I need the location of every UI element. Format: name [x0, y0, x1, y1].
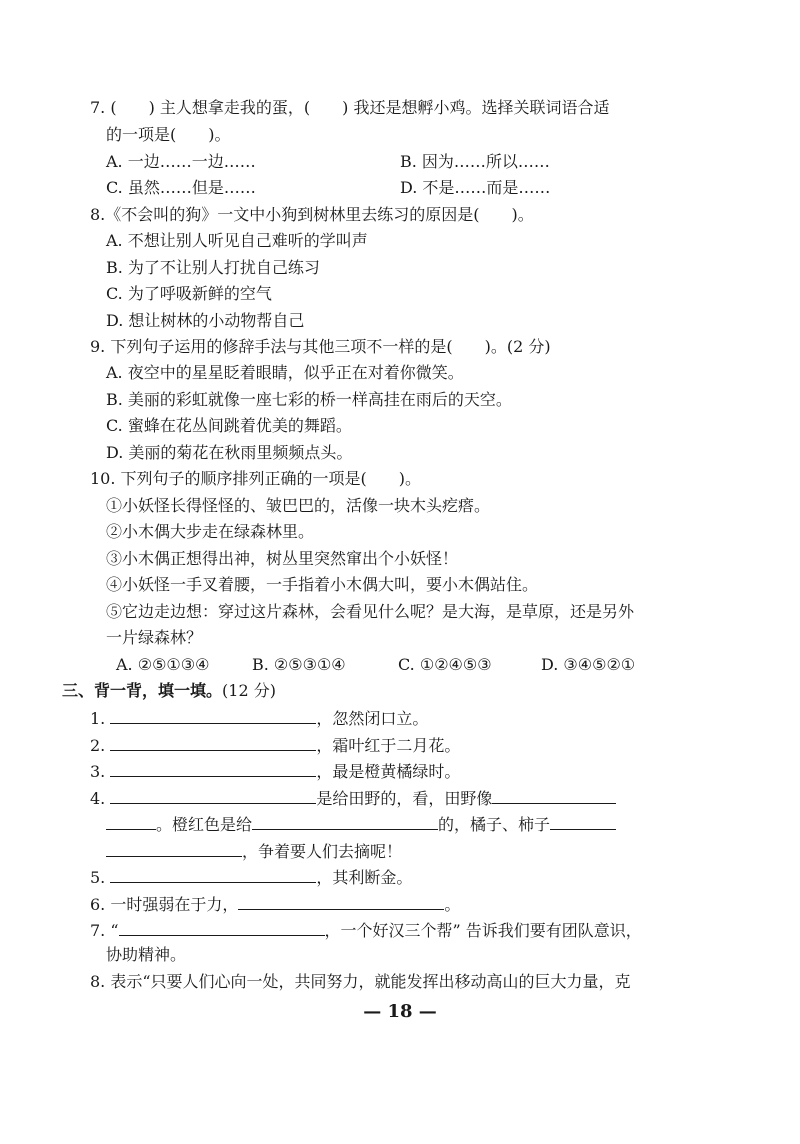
q8-option-b: B. 为了不让别人打扰自己练习: [106, 258, 320, 277]
q9-option-a: A. 夜空中的星星眨着眼睛，似乎正在对着你微笑。: [106, 363, 464, 382]
fill-item-7-line2: 协助精神。: [106, 945, 187, 964]
fill-text: ，最是橙黄橘绿时。: [316, 762, 461, 781]
q10-option-a: A. ②⑤①③④: [116, 655, 210, 674]
answer-blank-7[interactable]: [119, 917, 325, 936]
q10-option-b: B. ②⑤③①④: [252, 655, 346, 674]
answer-blank-1[interactable]: [110, 705, 316, 724]
page-number: — 18 —: [363, 1001, 437, 1022]
answer-blank-4b[interactable]: [492, 785, 616, 804]
fill-text: ，其利断金。: [316, 868, 413, 887]
q8-option-d: D. 想让树林的小动物帮自己: [106, 311, 305, 330]
fill-text: 。橙红色是给: [156, 815, 253, 834]
fill-number: 1.: [90, 709, 106, 728]
fill-text: 7. “: [90, 921, 119, 940]
fill-text: ，一个好汉三个帮” 告诉我们要有团队意识，: [324, 921, 642, 940]
q9-option-c: C. 蜜蜂在花丛间跳着优美的舞蹈。: [106, 416, 352, 435]
answer-blank-4a[interactable]: [110, 785, 316, 804]
fill-text: ，争着要人们去摘呢！: [242, 842, 403, 861]
q7-stem-line2: 的一项是( )。: [106, 125, 231, 144]
fill-number: 4.: [90, 789, 106, 808]
q8-option-a: A. 不想让别人听见自己难听的学叫声: [106, 231, 368, 250]
fill-text: 。: [444, 895, 461, 914]
q8-stem: 8.《不会叫的狗》一文中小狗到树林里去练习的原因是( )。: [90, 205, 534, 224]
q10-sentence-5-cont: 一片绿森林？: [106, 628, 203, 647]
q9-option-d: D. 美丽的菊花在秋雨里频频点头。: [106, 443, 353, 462]
answer-blank-4d[interactable]: [252, 811, 438, 830]
q10-sentence-2: ②小木偶大步走在绿森林里。: [106, 522, 315, 541]
section3-heading: 三、背一背，填一填。: [62, 681, 223, 700]
section3-header: [62, 679, 276, 703]
q9-stem: 9. 下列句子运用的修辞手法与其他三项不一样的是( )。(2 分): [90, 337, 551, 356]
q10-sentence-3: ③小木偶正想得出神，树丛里突然窜出个小妖怪！: [106, 549, 459, 568]
answer-blank-4f[interactable]: [106, 838, 242, 857]
q10-sentence-5: ⑤它边走边想：穿过这片森林，会看见什么呢？是大海，是草原，还是另外: [106, 602, 635, 621]
section3-score: (12 分): [222, 681, 276, 700]
fill-item-3: [90, 758, 460, 782]
answer-blank-4c[interactable]: [106, 811, 156, 830]
answer-blank-2[interactable]: [110, 732, 316, 751]
fill-item-4: [90, 785, 616, 809]
q10-option-c: C. ①②④⑤③: [398, 655, 492, 674]
fill-number: 3.: [90, 762, 106, 781]
q7-stem-line1: 7. ( ) 主人想拿走我的蛋，( ) 我还是想孵小鸡。选择关联词语合适: [90, 98, 610, 117]
q10-sentence-4: ④小妖怪一手叉着腰，一手指着小木偶大叫，要小木偶站住。: [106, 575, 539, 594]
fill-item-2: [90, 732, 460, 756]
fill-text: ，霜叶红于二月花。: [316, 736, 461, 755]
q7-option-c: C. 虽然……但是……: [106, 178, 256, 197]
q7-option-d: D. 不是……而是……: [400, 178, 551, 197]
fill-number: 5.: [90, 868, 106, 887]
fill-item-1: [90, 705, 428, 729]
fill-text: 6. 一时强弱在于力，: [90, 895, 239, 914]
fill-item-4-line2: [106, 811, 616, 835]
fill-text: 的，橘子、柿子: [438, 815, 551, 834]
q8-option-c: C. 为了呼吸新鲜的空气: [106, 284, 272, 303]
answer-blank-3[interactable]: [110, 758, 316, 777]
answer-blank-4e[interactable]: [550, 811, 616, 830]
q10-option-d: D. ③④⑤②①: [541, 655, 636, 674]
q10-sentence-1: ①小妖怪长得怪怪的、皱巴巴的，活像一块木头疙瘩。: [106, 496, 491, 515]
answer-blank-6[interactable]: [238, 891, 444, 910]
q7-option-b: B. 因为……所以……: [400, 152, 550, 171]
fill-item-5: [90, 864, 412, 888]
fill-item-8: 8. 表示“只要人们心向一处，共同努力，就能发挥出移动高山的巨大力量，克: [90, 972, 631, 991]
answer-blank-5[interactable]: [110, 864, 316, 883]
q10-stem: 10. 下列句子的顺序排列正确的一项是( )。: [90, 469, 422, 488]
fill-text: 是给田野的，看，田野像: [316, 789, 493, 808]
fill-item-6: [90, 891, 460, 915]
q7-option-a: A. 一边……一边……: [106, 152, 256, 171]
fill-item-7: [90, 917, 642, 941]
fill-item-4-line3: [106, 838, 402, 862]
fill-number: 2.: [90, 736, 106, 755]
fill-text: ，忽然闭口立。: [316, 709, 429, 728]
q9-option-b: B. 美丽的彩虹就像一座七彩的桥一样高挂在雨后的天空。: [106, 390, 512, 409]
